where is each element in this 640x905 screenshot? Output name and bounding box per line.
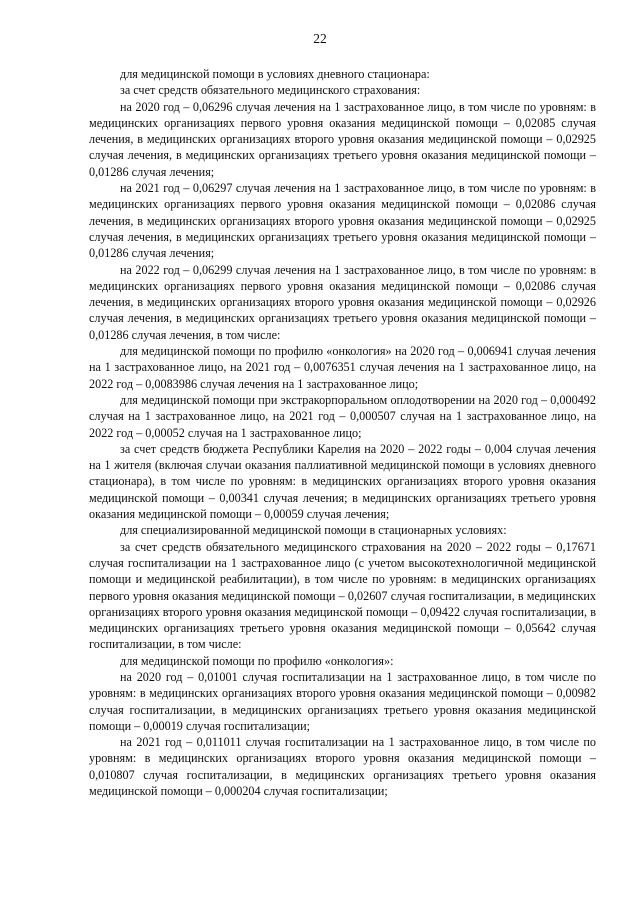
paragraph-day-hospital-heading: для медицинской помощи в условиях дневного стационара:	[120, 67, 430, 81]
paragraph-2021-oncology-inpatient: на 2021 год – 0,011011 случая госпитализации на 1 застрахованное лицо, в том числе по уровням: в медицинских организациях второго уровня оказания медицинской помощи – 0,010807 случая госпитализации, в медицинских организациях третьего уровня оказания медицинской помощи – 0,000204 случая госпитализации;	[89, 735, 596, 799]
paragraph-oms-funding: за счет средств обязательного медицинского страхования:	[120, 83, 421, 98]
paragraph-oncology-day-hospital: для медицинской помощи по профилю «онкология» на 2020 год – 0,006941 случая лечения на 1 застрахованное лицо, на 2021 год – 0,0076351 случая лечения на 1 застрахованное лицо, на 2022 год – 0,0083986 случая лечения на 1 застрахованное лицо;	[89, 344, 596, 391]
paragraph-2020-oncology-inpatient: на 2020 год – 0,01001 случая госпитализации на 1 застрахованное лицо, в том числе по уровням: в медицинских организациях второго уровня оказания медицинской помощи – 0,00982 случая госпитализации, в медицинских организациях третьего уровня оказания медицинской помощи – 0,00019 случая госпитализации;	[89, 669, 596, 733]
page-number: 22	[313, 31, 327, 46]
paragraph-inpatient-oms: за счет средств обязательного медицинского страхования на 2020 – 2022 годы – 0,17671 случая госпитализации на 1 застрахованное лицо (с учетом высокотехнологичной медицинской помощи и медицинской реабилитации), в том числе по уровням: в медицинских организациях первого уровня оказания медицинской помощи – 0,02607 случая госпитализации, в медицинских организациях второго уровня оказания медицинской помощи – 0,09422 случая госпитализации, в медицинских организациях третьего уровня оказания медицинской помощи – 0,05642 случая госпитализации, в том числе:	[89, 539, 596, 652]
document-body	[89, 66, 596, 799]
paragraph-inpatient-heading: для специализированной медицинской помощи в стационарных условиях:	[120, 523, 507, 538]
paragraph-ivf: для медицинской помощи при экстракорпоральном оплодотворении на 2020 год – 0,000492 случая на 1 застрахованное лицо, на 2021 год – 0,000507 случая на 1 застрахованное лицо, на 2022 год – 0,00052 случая на 1 застрахованное лицо;	[89, 392, 596, 440]
paragraph-2021-day-hospital: на 2021 год – 0,06297 случая лечения на 1 застрахованное лицо, в том числе по уровням: в медицинских организациях первого уровня оказания медицинской помощи – 0,02086 случая лечения, в медицинских организациях второго уровня оказания медицинской помощи – 0,02925 случая лечения, в медицинских организациях третьего уровня оказания медицинской помощи – 0,01286 случая лечения;	[89, 181, 596, 261]
paragraph-2020-day-hospital: на 2020 год – 0,06296 случая лечения на 1 застрахованное лицо, в том числе по уровням: в медицинских организациях первого уровня оказания медицинской помощи – 0,02085 случая лечения, в медицинских организациях второго уровня оказания медицинской помощи – 0,02925 случая лечения, в медицинских организациях третьего уровня оказания медицинской помощи – 0,01286 случая лечения;	[89, 99, 596, 179]
paragraph-regional-budget: за счет средств бюджета Республики Карелия на 2020 – 2022 годы – 0,004 случая лечения на 1 жителя (включая случаи оказания паллиативной медицинской помощи в условиях дневного стационара), в том числе по уровням: в медицинских организациях второго уровня оказания медицинской помощи – 0,00341 случая лечения; в медицинских организациях третьего уровня оказания медицинской помощи – 0,00059 случая лечения;	[89, 441, 596, 522]
paragraph-oncology-inpatient-heading: для медицинской помощи по профилю «онкология»:	[120, 653, 394, 668]
paragraph-2022-day-hospital: на 2022 год – 0,06299 случая лечения на 1 застрахованное лицо, в том числе по уровням: в медицинских организациях первого уровня оказания медицинской помощи – 0,02086 случая лечения, в медицинских организациях второго уровня оказания медицинской помощи – 0,02926 случая лечения, в медицинских организациях третьего уровня оказания медицинской помощи – 0,01286 случая лечения, в том числе:	[89, 262, 596, 342]
